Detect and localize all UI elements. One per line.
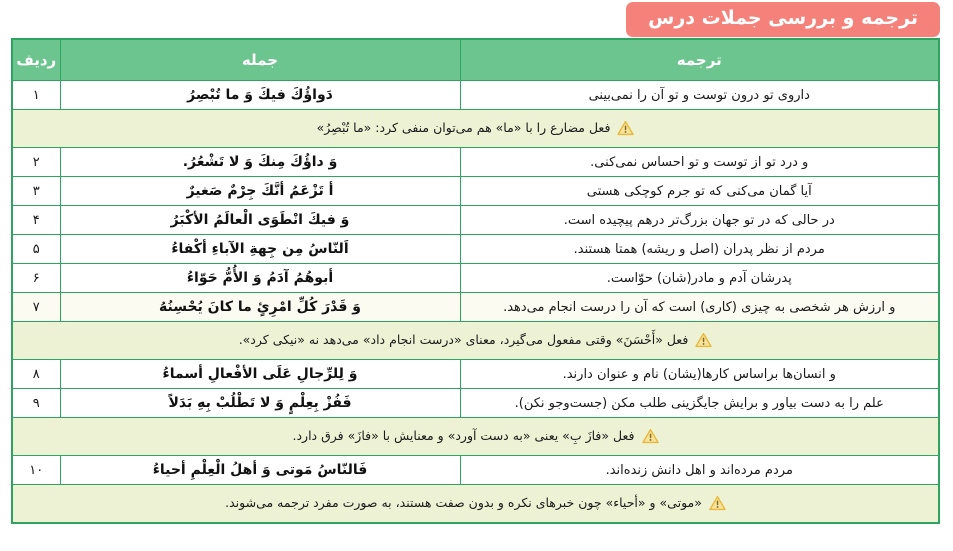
cell-translation: و درد تو از توست و تو احساس نمی‌کنی. xyxy=(460,148,939,177)
table-row xyxy=(12,360,939,389)
cell-row-number: ۱۰ xyxy=(12,456,60,485)
cell-translation: مردم از نظر پدران (اصل و ریشه) همتا هستند. xyxy=(460,235,939,264)
table-row xyxy=(12,177,939,206)
cell-sentence: وَ قَدْرَ كُلِّ امْرِئٍ ما كانَ يُحْسِنُهُ xyxy=(60,293,460,322)
table-note-row xyxy=(12,110,939,148)
cell-translation: و ارزش هر شخصی به چیزی (کاری) است که آن را درست انجام می‌دهد. xyxy=(460,293,939,322)
cell-sentence: وَ داؤُكَ مِنكَ وَ لا تَشْعُرُ. xyxy=(60,148,460,177)
table-note-row xyxy=(12,322,939,360)
note-content xyxy=(23,494,928,513)
table-body xyxy=(12,81,939,524)
note-text: فعل «أَحْسَنَ» وقتی مفعول می‌گیرد، معنای «درست انجام داد» می‌دهد نه «نیکی کرد». xyxy=(238,331,689,347)
table-row xyxy=(12,81,939,110)
note-text: فعل «فازَ بِ» یعنی «به دست آورد» و معنایش با «فازَ» فرق دارد. xyxy=(292,427,635,443)
page-banner-container xyxy=(0,0,953,38)
table-header-row xyxy=(12,39,939,81)
cell-row-number: ۵ xyxy=(12,235,60,264)
table-note-row xyxy=(12,418,939,456)
note-content xyxy=(23,427,928,446)
table-row xyxy=(12,264,939,293)
lesson-sentences-table xyxy=(11,38,940,524)
note-cell xyxy=(12,485,939,524)
note-cell xyxy=(12,110,939,148)
table-row xyxy=(12,148,939,177)
table-row xyxy=(12,293,939,322)
page-title-banner: ترجمه و بررسی جملات درس xyxy=(626,2,940,37)
cell-sentence: فَالنّاسُ مَوتى وَ أهلُ الْعِلْمِ أحياءُ xyxy=(60,456,460,485)
cell-row-number: ۶ xyxy=(12,264,60,293)
note-content xyxy=(23,331,928,350)
cell-translation: مردم مرده‌اند و اهل دانش زنده‌اند. xyxy=(460,456,939,485)
cell-sentence: أ تَزْعَمُ أنَّكَ جِرْمٌ صَغيرٌ xyxy=(60,177,460,206)
note-cell xyxy=(12,418,939,456)
cell-sentence: فَفُزْ بِعِلْمٍ وَ لا تَطْلُبْ بِهِ بَدَلاً xyxy=(60,389,460,418)
table-row xyxy=(12,235,939,264)
warning-triangle-icon xyxy=(709,495,726,511)
cell-translation: داروی تو درون توست و تو آن را نمی‌بینی xyxy=(460,81,939,110)
lesson-table-container xyxy=(0,38,953,524)
cell-translation: علم را به دست بیاور و برایش جایگزینی طلب مکن (جست‌وجو نکن). xyxy=(460,389,939,418)
cell-translation: در حالی که در تو جهان بزرگ‌تر درهم پیچیده است. xyxy=(460,206,939,235)
cell-row-number: ۷ xyxy=(12,293,60,322)
note-text: «موتى» و «أحياء» چون خبرهای نکره و بدون صفت هستند، به صورت مفرد ترجمه می‌شوند. xyxy=(225,494,702,510)
cell-row-number: ۴ xyxy=(12,206,60,235)
note-cell xyxy=(12,322,939,360)
table-row xyxy=(12,456,939,485)
cell-row-number: ۸ xyxy=(12,360,60,389)
cell-sentence: وَ لِلرِّجالِ عَلَى الأفْعالِ أسماءُ xyxy=(60,360,460,389)
warning-triangle-icon xyxy=(642,428,659,444)
cell-sentence: اَلنّاسُ مِن جِهةِ الآباءِ أكْفاءُ xyxy=(60,235,460,264)
cell-translation: و انسان‌ها براساس کارها(یشان) نام و عنوان دارند. xyxy=(460,360,939,389)
cell-row-number: ۲ xyxy=(12,148,60,177)
cell-sentence: وَ فيكَ انْطَوَى الْعالَمُ الأكْبَرُ xyxy=(60,206,460,235)
cell-row-number: ۹ xyxy=(12,389,60,418)
cell-sentence: أبوهُمُ آدَمُ وَ الأُمُّ حَوّاءُ xyxy=(60,264,460,293)
table-note-row xyxy=(12,485,939,524)
column-header-sentence: جمله xyxy=(60,39,460,81)
note-text: فعل مضارع را با «ما» هم می‌توان منفی کرد: «ما تُبْصِرُ» xyxy=(316,119,611,135)
column-header-translation: ترجمه xyxy=(460,39,939,81)
table-header xyxy=(12,39,939,81)
cell-translation: آیا گمان می‌کنی که تو جرم کوچکی هستی xyxy=(460,177,939,206)
cell-sentence: دَواؤُكَ فيكَ وَ ما تُبْصِرُ xyxy=(60,81,460,110)
warning-triangle-icon xyxy=(617,120,634,136)
cell-translation: پدرشان آدم و مادر(شان) حوّاست. xyxy=(460,264,939,293)
table-row xyxy=(12,206,939,235)
cell-row-number: ۱ xyxy=(12,81,60,110)
column-header-row-number: ردیف xyxy=(12,39,60,81)
table-row xyxy=(12,389,939,418)
warning-triangle-icon xyxy=(695,332,712,348)
cell-row-number: ۳ xyxy=(12,177,60,206)
note-content xyxy=(23,119,928,138)
